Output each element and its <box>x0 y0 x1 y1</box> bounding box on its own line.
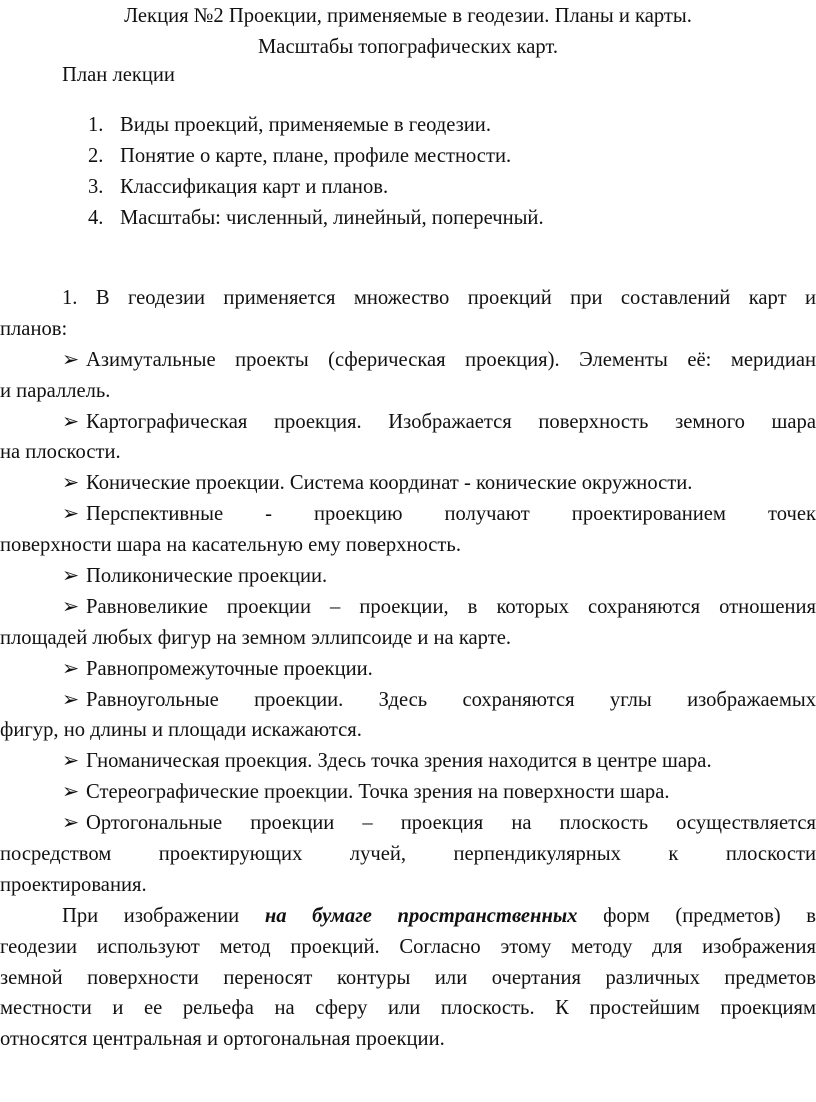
arrow-bullet-icon: ➢ <box>62 657 80 680</box>
plan-item-text: Понятие о карте, плане, профиле местности. <box>120 145 512 167</box>
bullet-1-line-1 <box>0 345 816 376</box>
arrow-bullet-icon: ➢ <box>62 688 80 711</box>
arrow-bullet-icon: ➢ <box>62 750 80 773</box>
bullet-text: Перспективные - проекцию получают проектированием точек <box>86 503 816 526</box>
bullet-text: Картографическая проекция. Изображается поверхность земного шара <box>86 410 816 433</box>
final-text-before: При изображении <box>62 904 240 927</box>
bullet-1-line-2: и параллель. <box>0 379 111 402</box>
arrow-bullet-icon: ➢ <box>62 595 80 618</box>
bullet-text: Ортогональные проекции – проекция на плоскость осуществляется <box>86 812 816 835</box>
final-text-after: форм (предметов) в <box>603 904 816 927</box>
bullet-text: Стереографические проекции. Точка зрения на поверхности шара. <box>86 781 670 804</box>
bullet-8-line-2: фигур, но длины и площади искажаются. <box>0 719 362 742</box>
bullet-text: Равновеликие проекции – проекции, в которых сохраняются отношения <box>86 595 816 618</box>
plan-item-2 <box>88 144 511 168</box>
final-paragraph-line-4: местности и ее рельефа на сферу или плоскость. К простейшим проекциям <box>0 997 816 1020</box>
arrow-bullet-icon: ➢ <box>62 812 80 835</box>
lecture-title-line-1: Лекция №2 Проекции, применяемые в геодезии. Планы и карты. <box>124 5 692 27</box>
plan-item-number: 1. <box>88 114 104 136</box>
bullet-text: Поликонические проекции. <box>86 565 328 588</box>
bullet-6-line-1 <box>0 592 816 623</box>
bullet-2-line-1 <box>0 407 816 438</box>
section-1-intro-line-2: планов: <box>0 317 68 340</box>
bullet-text: Конические проекции. Система координат - конические окружности. <box>86 472 693 495</box>
bullet-9-line-1 <box>0 746 816 777</box>
arrow-bullet-icon: ➢ <box>62 503 80 526</box>
bullet-text: Азимутальные проекты (сферическая проекция). Элементы её: меридиан <box>86 348 816 371</box>
final-paragraph-line-5: относятся центральная и ортогональная проекции. <box>0 1028 445 1051</box>
arrow-bullet-icon: ➢ <box>62 565 80 588</box>
bullet-text: Гноманическая проекция. Здесь точка зрения находится в центре шара. <box>86 750 712 773</box>
bullet-8-line-1 <box>0 685 816 716</box>
arrow-bullet-icon: ➢ <box>62 781 80 804</box>
plan-item-1 <box>88 113 491 137</box>
bullet-11-line-3: проектирования. <box>0 873 147 896</box>
plan-item-text: Виды проекций, применяемые в геодезии. <box>120 114 491 136</box>
bullet-5-line-1 <box>0 561 816 592</box>
final-text-emphasis: на бумаге пространственных <box>264 904 578 927</box>
section-1-intro-line-1: 1. В геодезии применяется множество проекций при составлений карт и <box>62 287 816 309</box>
plan-item-3 <box>88 175 388 199</box>
bullet-2-line-2: на плоскости. <box>0 441 121 464</box>
bullet-7-line-1 <box>0 654 816 685</box>
plan-item-text: Классификация карт и планов. <box>120 176 389 198</box>
bullet-11-line-2: посредством проектирующих лучей, перпендикулярных к плоскости <box>0 843 816 866</box>
bullet-4-line-2: поверхности шара на касательную ему поверхность. <box>0 534 461 557</box>
arrow-bullet-icon: ➢ <box>62 410 80 433</box>
bullet-10-line-1 <box>0 777 816 808</box>
bullet-text: Равнопромежуточные проекции. <box>86 657 373 680</box>
bullet-6-line-2: площадей любых фигур на земном эллипсоиде и на карте. <box>0 626 511 649</box>
bullet-3-line-1 <box>0 468 816 499</box>
bullet-11-line-1 <box>0 808 816 839</box>
plan-item-text: Масштабы: численный, линейный, поперечный. <box>120 207 544 229</box>
bullet-4-line-1 <box>0 499 816 530</box>
section-1-body <box>0 283 816 1055</box>
plan-item-number: 2. <box>88 145 104 167</box>
final-paragraph-line-1 <box>0 901 816 932</box>
arrow-bullet-icon: ➢ <box>62 472 80 495</box>
arrow-bullet-icon: ➢ <box>62 348 80 371</box>
final-paragraph-line-3: земной поверхности переносят контуры или очертания различных предметов <box>0 966 816 989</box>
lecture-title-line-2: Масштабы топографических карт. <box>258 36 558 58</box>
plan-item-number: 3. <box>88 176 104 198</box>
plan-item-number: 4. <box>88 207 104 229</box>
plan-item-4 <box>88 206 544 230</box>
final-paragraph-line-2: геодезии используют метод проекций. Согласно этому методу для изображения <box>0 935 816 958</box>
plan-heading: План лекции <box>62 64 175 86</box>
bullet-text: Равноугольные проекции. Здесь сохраняются углы изображаемых <box>86 688 816 711</box>
